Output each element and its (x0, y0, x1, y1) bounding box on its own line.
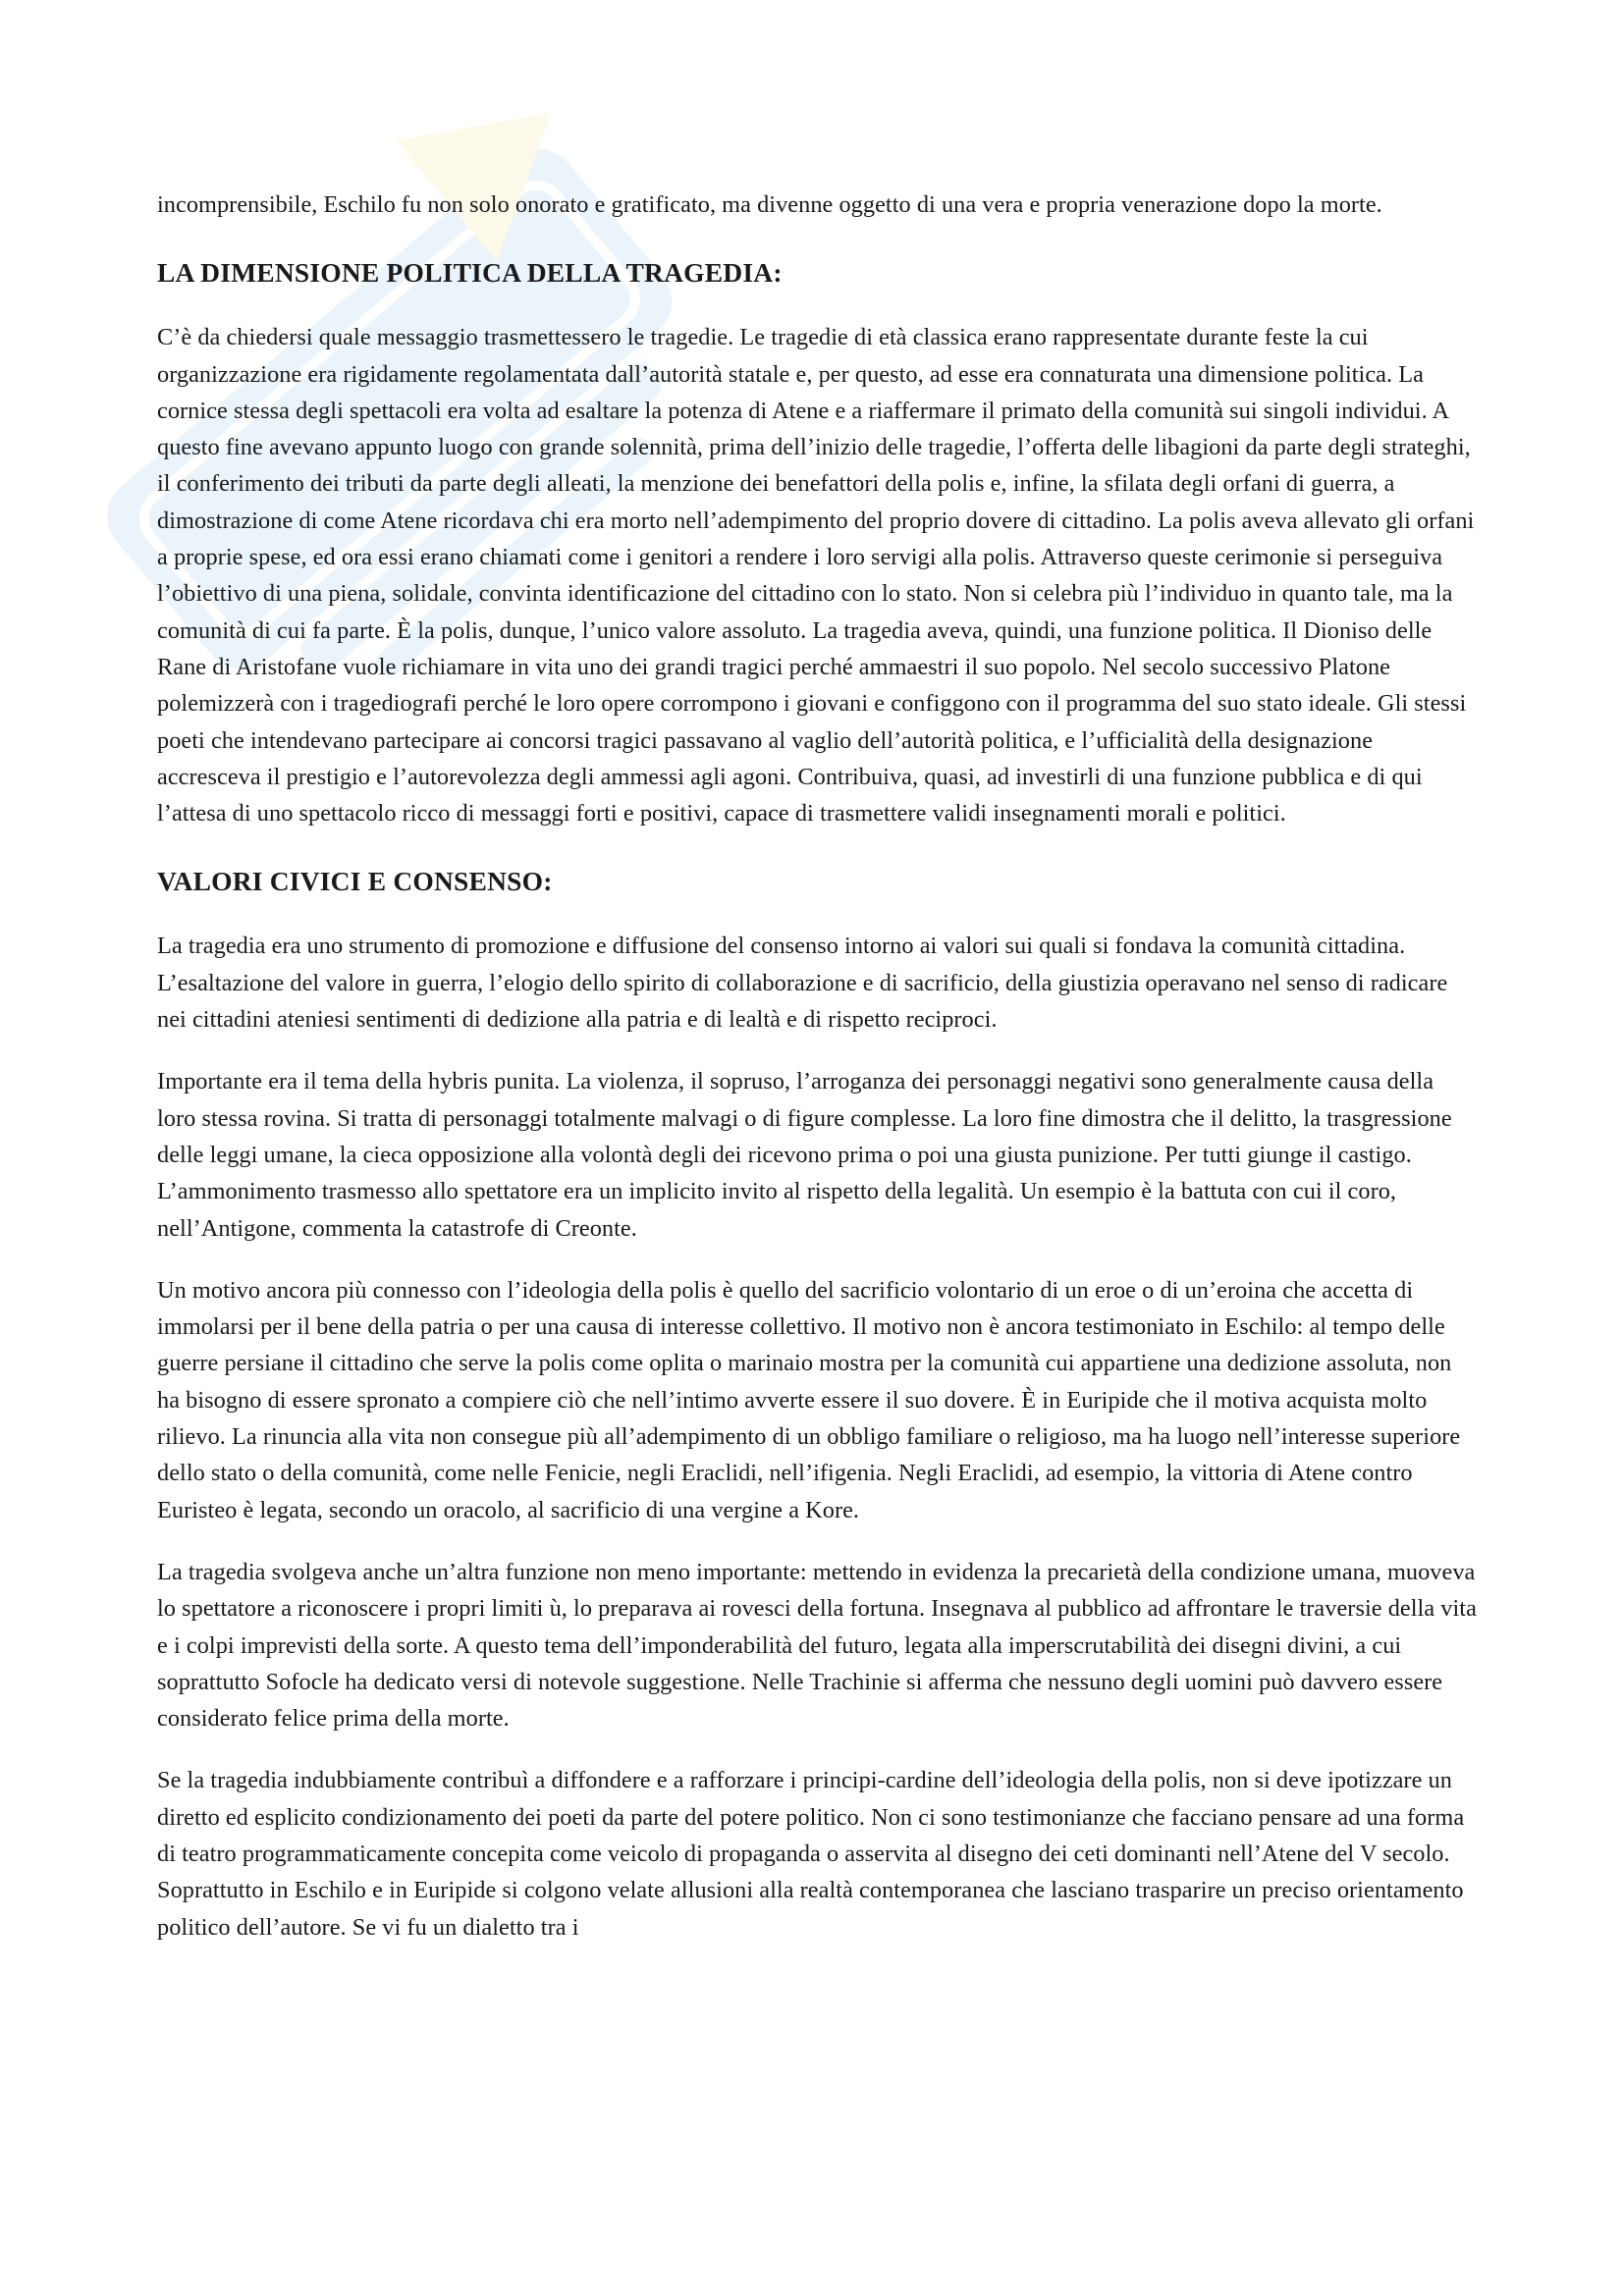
paragraph-political-power: Se la tragedia indubbiamente contribuì a diffondere e a rafforzare i principi-cardine dell’ideologia della polis, non si deve ipotizzare un diretto ed esplicito condizionamento dei poeti da parte del potere politico. Non ci sono testimonianze che facciano pensare ad una forma di teatro programmaticamente concepita come veicolo di propaganda o asservita al disegno dei ceti dominanti nell’Atene del V secolo. Soprattutto in Eschilo e in Euripide si colgono velate allusioni alla realtà contemporanea che lasciano trasparire un preciso orientamento politico dell’autore. Se vi fu un dialetto tra i (157, 1767, 1465, 1941)
section-heading-political-dimension: LA DIMENSIONE POLITICA DELLA TRAGEDIA: (157, 257, 783, 289)
paragraph-voluntary-sacrifice: Un motivo ancora più connesso con l’ideologia della polis è quello del sacrificio volontario di un eroe o di un’eroina che accetta di immolarsi per il bene della patria o per una causa di interesse collettivo. Il motivo non è ancora testimoniato in Eschilo: al tempo delle guerre persiane il cittadino che serve la polis come oplita o marinaio mostra per la comunità cui appartiene una dedizione assoluta, non ha bisogno di essere spronato a compiere ciò che nell’intimo avverte essere il suo dovere. È in Euripide che il motiva acquista molto rilievo. La rinuncia alla vita non consegue più all’adempimento di un obbligo familiare o religioso, ma ha luogo nell’interesse superiore dello stato o della comunità, come nelle Fenicie, negli Eraclidi, nell’ifigenia. Negli Eraclidi, ad esempio, la vittoria di Atene contro Euristeo è legata, secondo un oracolo, al sacrificio di una vergine a Kore. (157, 1276, 1461, 1523)
paragraph-political-dimension: C’è da chiedersi quale messaggio trasmettessero le tragedie. Le tragedie di età classica erano rappresentate durante feste la cui organizzazione era rigidamente regolamentata dall’autorità statale e, per questo, ad esse era connaturata una dimensione politica. La cornice stessa degli spettacoli era volta ad esaltare la potenza di Atene e a riaffermare il primato della comunità sui singoli individui. A questo fine avevano appunto luogo con grande solennità, prima dell’inizio delle tragedie, l’offerta delle libagioni da parte degli strateghi, il conferimento dei tributi da parte degli alleati, la menzione dei benefattori della polis e, infine, la sfilata degli orfani di guerra, a dimostrazione di come Atene ricordava chi era morto nell’adempimento del proprio dovere di cittadino. La polis aveva allevato gli orfani a proprie spese, ed ora essi erano chiamati come i genitori a rendere i loro servigi alla polis. Attraverso queste cerimonie si perseguiva l’obiettivo di una piena, solidale, convinta identificazione del cittadino con lo stato. Non si celebra più l’individuo in quanto tale, ma la comunità di cui fa parte. È la polis, dunque, l’unico valore assoluto. La tragedia aveva, quindi, una funzione politica. Il Dioniso delle Rane di Aristofane vuole richiamare in vita uno dei grandi tragici perché ammaestri il suo popolo. Nel secolo successivo Platone polemizzerà con i tragediografi perché le loro opere corrompono i giovani e configgono con il programma del suo stato ideale. Gli stessi poeti che intendevano partecipare ai concorsi tragici passavano al vaglio dell’autorità politica, e l’ufficialità della designazione accresceva il prestigio e l’autorevolezza degli ammessi agli agoni. Contribuiva, quasi, ad investirli di una funzione pubblica e di qui l’attesa di uno spettacolo ricco di messaggi forti e positivi, capace di trasmettere validi insegnamenti morali e politici. (157, 324, 1475, 828)
paragraph-civic-consensus: La tragedia era uno strumento di promozione e diffusione del consenso intorno ai valori sui quali si fondava la comunità cittadina. L’esaltazione del valore in guerra, l’elogio dello spirito di collaborazione e di sacrificio, della giustizia operavano nel senso di radicare nei cittadini ateniesi sentimenti di dedizione alla patria e di lealtà e di rispetto reciproci. (157, 933, 1448, 1034)
section-heading-civic-values: VALORI CIVICI E CONSENSO: (157, 866, 553, 897)
document-content (157, 187, 1478, 1971)
intro-paragraph: incomprensibile, Eschilo fu non solo onorato e gratificato, ma divenne oggetto di una vera e propria venerazione dopo la morte. (157, 191, 1382, 218)
paragraph-hybris: Importante era il tema della hybris punita. La violenza, il sopruso, l’arroganza dei personaggi negativi sono generalmente causa della loro stessa rovina. Si tratta di personaggi totalmente malvagi o di figure complesse. La loro fine dimostra che il delitto, la trasgressione delle leggi umane, la cieca opposizione alla volontà degli dei ricevono prima o poi una giusta punizione. Per tutti giunge il castigo. L’ammonimento trasmesso allo spettatore era un implicito invito al rispetto della legalità. Un esempio è la battuta con cui il coro, nell’Antigone, commenta la catastrofe di Creonte. (157, 1068, 1452, 1242)
paragraph-human-condition: La tragedia svolgeva anche un’altra funzione non meno importante: mettendo in evidenza la precarietà della condizione umana, muoveva lo spettatore a riconoscere i propri limiti ù, lo preparava ai rovesci della fortuna. Insegnava al pubblico ad affrontare le traversie della vita e i colpi imprevisti della sorte. A questo tema dell’imponderabilità del futuro, legata alla imperscrutabilità dei disegni divini, a cui soprattutto Sofocle ha dedicato versi di notevole suggestione. Nelle Trachinie si afferma che nessuno degli uomini può davvero essere considerato felice prima della morte. (157, 1558, 1477, 1733)
